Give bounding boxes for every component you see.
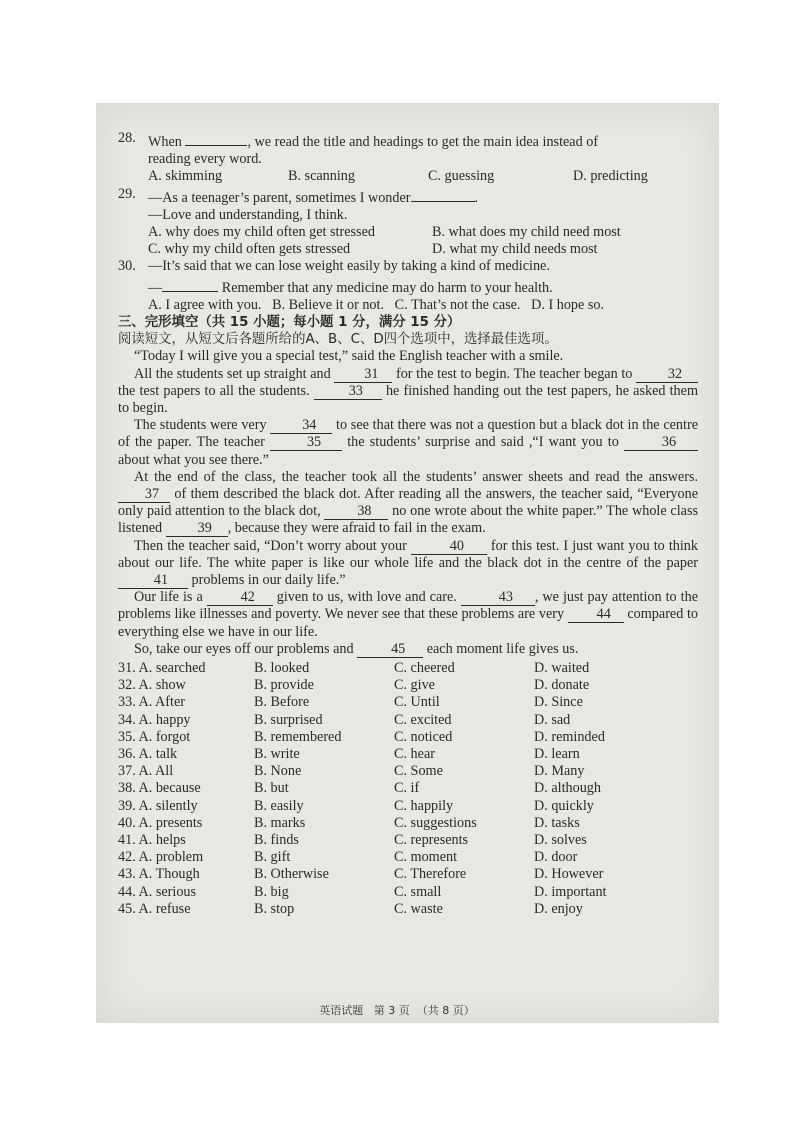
choice-option: 36. A. talk <box>118 746 178 763</box>
cloze-blank-38: 38 <box>324 504 388 520</box>
choice-option: 33. A. After <box>118 694 185 711</box>
question-text-part: —As a teenager’s parent, sometimes I wonder <box>148 189 411 206</box>
question-text-line: —Love and understanding, I think. <box>148 206 348 223</box>
choice-option: 42. A. problem <box>118 849 204 866</box>
passage-paragraph <box>118 538 698 590</box>
passage-text: to see that there was not a question but a black dot in the centre of the paper. The teacher <box>118 417 698 451</box>
choice-option: 44. A. serious <box>118 883 197 900</box>
passage-text: for the test to begin. The teacher began to <box>392 365 636 382</box>
cloze-blank-33: 33 <box>314 384 382 400</box>
choice-option: C. hear <box>394 746 435 763</box>
passage-paragraph <box>118 469 698 538</box>
choice-option: C. represents <box>394 831 469 848</box>
choice-option: D. solves <box>534 831 587 848</box>
option: B. scanning <box>288 168 355 185</box>
choice-row-38 <box>118 780 698 797</box>
cloze-blank-42: 42 <box>207 590 273 606</box>
choice-option: D. waited <box>534 660 590 677</box>
choice-option: D. important <box>534 883 607 900</box>
choice-option: 37. A. All <box>118 763 174 780</box>
choice-option: 45. A. refuse <box>118 900 191 917</box>
options-30: A. I agree with you. B. Believe it or not. C. That’s not the case. D. I hope so. <box>148 296 605 313</box>
choice-option: D. enjoy <box>534 900 583 917</box>
choice-option: 40. A. presents <box>118 814 203 831</box>
choice-option: B. surprised <box>254 711 323 728</box>
choice-option: B. marks <box>254 814 306 831</box>
choice-option: C. happily <box>394 797 454 814</box>
passage-text: So, take our eyes off our problems and <box>134 640 358 657</box>
passage-paragraph <box>118 641 698 658</box>
choice-row-36 <box>118 746 698 763</box>
cloze-blank-34: 34 <box>270 418 332 434</box>
choice-option: C. excited <box>394 711 452 728</box>
question-text-line <box>118 276 698 297</box>
passage-text: problems in our daily life.” <box>188 572 346 589</box>
choice-option: C. noticed <box>394 728 453 745</box>
choice-option: B. but <box>254 780 289 797</box>
choice-option: D. quickly <box>534 797 594 814</box>
choice-option: 41. A. helps <box>118 831 186 848</box>
choice-option: B. provide <box>254 677 314 694</box>
choice-option: 43. A. Though <box>118 866 200 883</box>
choice-option: 32. A. show <box>118 677 186 694</box>
choice-option: C. waste <box>394 900 443 917</box>
choice-option: 38. A. because <box>118 780 201 797</box>
cloze-blank-43: 43 <box>461 590 535 606</box>
option: D. what my child needs most <box>432 241 598 258</box>
cloze-blank-40: 40 <box>411 539 487 555</box>
passage-text: Then the teacher said, “Don’t worry about your <box>134 537 411 554</box>
passage-text: each moment life gives us. <box>423 640 579 657</box>
question-number: 30. <box>118 258 136 275</box>
choice-row-32 <box>118 677 698 694</box>
cloze-blank-44: 44 <box>568 607 624 623</box>
choice-option: D. tasks <box>534 814 580 831</box>
passage-paragraph: “Today I will give you a special test,” said the English teacher with a smile. <box>134 348 564 365</box>
choice-option: D. Many <box>534 763 585 780</box>
passage-text: compared to everything else we have in our life. <box>118 606 699 640</box>
passage-text: The students were very <box>134 417 271 434</box>
choice-option: B. gift <box>254 849 291 866</box>
choice-option: C. moment <box>394 849 458 866</box>
cloze-blank-39: 39 <box>166 521 228 537</box>
choice-row-42 <box>118 849 698 866</box>
option: D. predicting <box>573 168 648 185</box>
passage-text: , because they were afraid to fail in the exam. <box>227 520 486 537</box>
cloze-blank-41: 41 <box>118 573 188 589</box>
choice-option: C. suggestions <box>394 814 477 831</box>
choice-option: B. Otherwise <box>254 866 329 883</box>
choice-row-43 <box>118 866 698 883</box>
question-number: 28. <box>118 130 136 146</box>
option: A. skimming <box>148 168 223 185</box>
choice-row-33 <box>118 694 698 711</box>
question-text-part: . <box>474 189 479 206</box>
question-29 <box>118 186 698 207</box>
option: C. why my child often gets stressed <box>148 241 351 258</box>
question-28 <box>118 130 698 151</box>
passage-text: Our life is a <box>134 589 207 606</box>
passage-text: the students’ surprise and said ,“I want you to <box>342 434 625 451</box>
passage-text: given to us, with love and care. <box>272 589 461 606</box>
exam-content <box>118 130 698 918</box>
choice-option: D. reminded <box>534 728 605 745</box>
cloze-blank-32: 32 <box>636 367 698 383</box>
choice-option: 31. A. searched <box>118 660 206 677</box>
choice-row-31 <box>118 660 698 677</box>
choice-option: C. cheered <box>394 660 455 677</box>
choice-option: D. sad <box>534 711 571 728</box>
option: A. why does my child often get stressed <box>148 224 375 241</box>
choice-option: B. finds <box>254 831 299 848</box>
choice-option: C. Until <box>394 694 440 711</box>
choice-option: D. door <box>534 849 578 866</box>
choice-option: B. easily <box>254 797 304 814</box>
options-29-row1 <box>118 224 698 241</box>
answer-blank <box>185 130 247 146</box>
option: C. guessing <box>428 168 495 185</box>
passage-paragraph <box>118 417 698 469</box>
choice-option: C. Some <box>394 763 443 780</box>
answer-blank <box>162 276 218 292</box>
passage-paragraph <box>118 589 698 641</box>
choice-row-35 <box>118 729 698 746</box>
answer-blank <box>411 186 475 202</box>
question-text: —It’s said that we can lose weight easily by taking a kind of medicine. <box>148 258 550 275</box>
choice-option: B. remembered <box>254 728 342 745</box>
choice-option: B. looked <box>254 660 310 677</box>
options-29-row2 <box>118 241 698 258</box>
question-30 <box>118 258 698 275</box>
section-instruction: 阅读短文，从短文后各题所给的A、B、C、D四个选项中，选择最佳选项。 <box>118 332 558 348</box>
choice-option: B. write <box>254 746 300 763</box>
passage-paragraph <box>118 366 698 418</box>
question-text <box>148 186 478 207</box>
cloze-passage <box>118 348 698 658</box>
passage-text: about what you see there.” <box>118 451 269 468</box>
cloze-blank-45: 45 <box>357 642 423 658</box>
choice-row-41 <box>118 832 698 849</box>
cloze-blank-35: 35 <box>270 435 342 451</box>
passage-text: he finished handing out the test papers, he asked them to begin. <box>118 382 698 417</box>
choice-option: B. Before <box>254 694 310 711</box>
cloze-blank-36: 36 <box>624 435 698 451</box>
choice-option: D. However <box>534 866 604 883</box>
question-number: 29. <box>118 185 136 202</box>
choice-row-40 <box>118 815 698 832</box>
choice-row-34 <box>118 712 698 729</box>
passage-text: for this test. I just want you to think about our life. The white paper is like our whole life and the black dot in the centre of the paper <box>118 537 698 571</box>
passage-text: , we just pay attention to the problems like illnesses and poverty. We never see that these problems are very <box>118 589 698 623</box>
choice-option: D. donate <box>534 677 590 694</box>
choice-row-37 <box>118 763 698 780</box>
choice-option: 39. A. silently <box>118 797 198 814</box>
choice-option: B. big <box>254 883 289 900</box>
cloze-blank-31: 31 <box>334 367 392 383</box>
option: B. what does my child need most <box>432 224 621 241</box>
choice-row-45 <box>118 901 698 918</box>
passage-text: no one wrote about the white paper.” The whole class listened <box>118 503 699 537</box>
question-text-part: When <box>148 134 186 150</box>
choice-option: 35. A. forgot <box>118 728 191 745</box>
passage-text: the test papers to all the students. <box>118 382 314 399</box>
choice-option: D. Since <box>534 694 583 711</box>
choice-option: C. Therefore <box>394 866 467 883</box>
passage-text: of them described the black dot. After reading all the answers, the teacher said, “Everyone only paid attention to the black dot, <box>118 486 698 520</box>
choice-option: B. stop <box>254 900 295 917</box>
question-text-line: reading every word. <box>148 151 262 168</box>
choice-option: D. although <box>534 780 601 797</box>
cloze-choices <box>118 660 698 918</box>
passage-text: All the students set up straight and <box>134 365 335 382</box>
options-28 <box>118 168 698 185</box>
choice-option: D. learn <box>534 746 580 763</box>
choice-option: C. give <box>394 677 435 694</box>
choice-row-39 <box>118 798 698 815</box>
choice-option: B. None <box>254 763 302 780</box>
choice-option: 34. A. happy <box>118 711 191 728</box>
cloze-blank-37: 37 <box>118 487 170 503</box>
question-text-part: — <box>148 279 163 296</box>
question-text-part: Remember that any medicine may do harm to your health. <box>218 279 553 296</box>
choice-row-44 <box>118 884 698 901</box>
passage-text: At the end of the class, the teacher took all the students’ answer sheets and read the answers. <box>134 468 698 485</box>
choice-option: C. if <box>394 780 420 797</box>
page-footer: 英语试题 第 3 页 （共 8 页） <box>319 1004 475 1017</box>
section-title: 三、完形填空（共 15 小题；每小题 1 分，满分 15 分） <box>118 315 461 331</box>
question-text <box>148 130 598 151</box>
choice-option: C. small <box>394 883 442 900</box>
question-text-part: , we read the title and headings to get the main idea instead of <box>247 134 599 150</box>
